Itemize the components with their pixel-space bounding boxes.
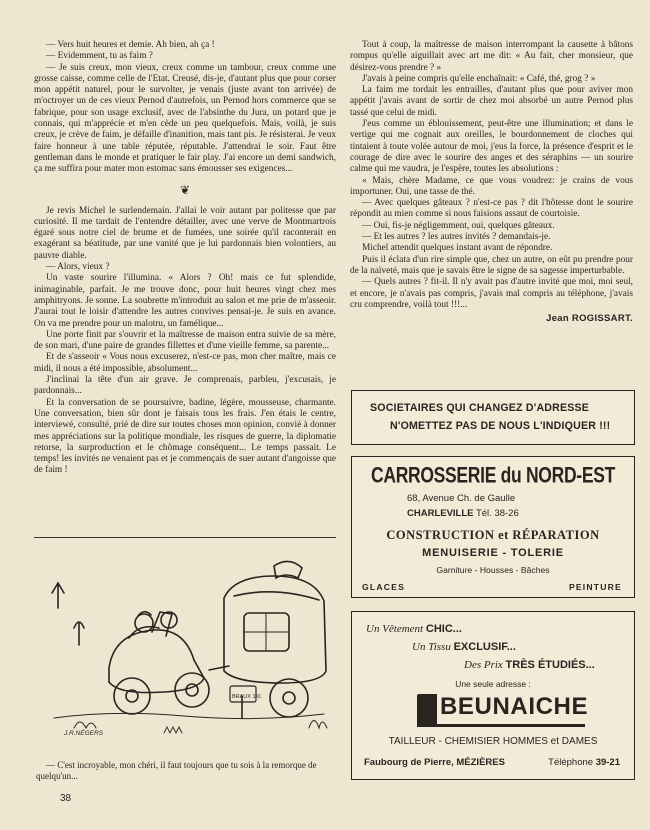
story-paragraph: Puis il éclata d'un rire simple que, chez un autre, on eût pu prendre pour de la naïveté, mais que je savais être le signe de sa sagesse imperturbable. xyxy=(350,254,633,276)
line3-bold: TRÈS ÉTUDIÉS... xyxy=(505,659,595,671)
beunaiche-logo-bar xyxy=(417,694,437,727)
signpost-text: BRAUX 1Kl. xyxy=(232,694,262,700)
carrosserie-title: CARROSSERIE du NORD-EST xyxy=(371,462,615,488)
beunaiche-underline xyxy=(417,724,585,727)
story-paragraph: J'inclinai la tête d'un air grave. Je comprenais, parbleu, j'excusais, je pardonnais... xyxy=(34,375,336,397)
story-part-two xyxy=(34,206,336,477)
story-paragraph: — Vers huit heures et demie. Ah bien, ah ça ! xyxy=(46,40,215,50)
carrosserie-items: Garniture - Housses - Bâches xyxy=(436,565,550,575)
story-paragraph: Et la conversation de se poursuivre, badine, légère, mousseuse, charmante. Une conversation, bien sûr dont je faisais tous les frais. J'en étais le centre, interviewé, consulté, prié de dire sur toutes choses mon opinion, convié à donner mes appréciations sur la politique mondiale, les risques de guerre, la diplomatie retorse, la surproduction et le chômage conséquent... Le temps passait. Le temps! les invités ne venaient pas et je commençais de suer autant d'angoisse que de faim ! xyxy=(34,397,336,476)
carrosserie-phone: Tél. 38-26 xyxy=(475,508,519,519)
line2-pre: Un Tissu xyxy=(412,641,451,653)
car-with-trailer-drawing xyxy=(34,538,336,760)
section-separator-ornament: ❦ xyxy=(179,182,191,197)
story-paragraph: Michel attendit quelques instant avant de répondre. xyxy=(362,243,553,254)
notice-line-1: SOCIETAIRES QUI CHANGEZ D'ADRESSE xyxy=(370,402,590,414)
beunaiche-single-address: Une seule adresse : xyxy=(455,679,531,689)
line3-pre: Des Prix xyxy=(464,659,503,671)
story-paragraph: — Quels autres ? fit-il. Il n'y avait pas d'autre invité que moi, moi seul, et encore, je n'avais pas compris, j'avais mal compris au téléphone, j'avais cru comprendre, voilà tout !!!... xyxy=(350,277,633,310)
story-paragraph: « Mais, chère Madame, ce que vous voudrez: je crains de vous importuner. Oui, une tasse de thé. xyxy=(350,175,633,197)
page-number: 38 xyxy=(60,793,72,804)
carrosserie-menuiserie: MENUISERIE - TOLERIE xyxy=(422,547,564,559)
left-text-column xyxy=(34,40,336,477)
beunaiche-line-2 xyxy=(412,641,516,653)
story-paragraph: J'avais à peine compris qu'elle enchaînait: « Café, thé, grog ? » xyxy=(362,73,596,84)
story-part-one xyxy=(34,40,336,176)
story-paragraph: — Oui, fis-je négligemment, oui, quelques gâteaux. xyxy=(362,220,555,231)
story-paragraph: — Alors, vieux ? xyxy=(46,262,110,273)
story-paragraph: — Et les autres ? les autres invités ? demandais-je. xyxy=(362,232,551,243)
cartoon-caption: — C'est incroyable, mon chéri, il faut toujours que tu sois à la remorque de quelqu'un... xyxy=(36,760,317,781)
carrosserie-city-line xyxy=(407,508,519,519)
line2-bold: EXCLUSIF... xyxy=(453,641,516,653)
line1-pre: Un Vêtement xyxy=(366,623,424,635)
carrosserie-city: CHARLEVILLE xyxy=(407,508,474,519)
beunaiche-advertisement xyxy=(351,611,635,780)
right-text-column xyxy=(350,40,633,324)
story-paragraph: — Je suis creux, mon vieux, creux comme un tambour, creux comme une grosse caisse, comme celle de l'Etat. Creusé, dis-je, d'autant plus que pour corser mon appétit naturel, pour le survolter, je venais (juste avant ton arrivée) de m'octroyer un de ces vieux Pernod d'autrefois, un Pernod hors commerce que se fabrique, pour son usage exclusif, avec de l'absinthe du Jura, un potard que je connais, qui m'apprécie et m'en cède un peu quelquefois. Mais, voilà, je suis creux, je crève de faim, je défaille d'inanition, mais tant pis. Je résisterai. Je veux faire honneur à une table réputée, réputable. J'attendrai le soir. Faut être gentleman dans le monde et pratiquer le fair play. J'ai encore un demi sandwich, ça me suffira pour mater mon estomac sans émousser ses exigences... xyxy=(34,62,336,175)
carrosserie-construction: CONSTRUCTION et RÉPARATION xyxy=(386,528,600,542)
story-paragraph: — Avec quelques gâteaux ? n'est-ce pas ? dit l'hôtesse dont le sourire répondit au mien comme si nous faisions assaut de courtoisie. xyxy=(350,198,633,220)
story-paragraph: La faim me tordait les entrailles, d'autant plus que pour aviver mon appétit j'avais avant de sortir de chez moi absorbé un autre Pernod plus tassé que celui de midi. xyxy=(350,85,633,118)
carrosserie-advertisement xyxy=(351,456,635,598)
carrosserie-glaces: GLACES xyxy=(362,582,406,592)
phone-number: 39-21 xyxy=(595,757,620,768)
beunaiche-trade: TAILLEUR - CHEMISIER HOMMES et DAMES xyxy=(388,736,598,747)
carrosserie-address: 68, Avenue Ch. de Gaulle xyxy=(407,493,516,504)
story-paragraph: Tout à coup, la maîtresse de maison interrompant la causette à bâtons rompus qu'elle aiguillait avec art me dit: « Au fait, cher monsieur, que désirez-vous prendre ? » xyxy=(350,40,633,73)
beunaiche-line-3 xyxy=(464,659,595,671)
notice-line-2: N'OMETTEZ PAS DE NOUS L'INDIQUER !!! xyxy=(390,420,611,432)
story-paragraph: — Evidemment, tu as faim ? xyxy=(46,51,153,62)
story-paragraph: Je revis Michel le surlendemain. J'allai le voir autant par politesse que par curiosité. Il me tardait de l'entendre détailler, avec une verve de Montmartrois égaré sous notre ciel de brume et de fumées, une soirée qu'il raconterait en exagérant sa béatitude, par une vanité que je lui pardonnais bien volontiers, au pauvre diable. xyxy=(34,205,336,261)
phone-label: Téléphone xyxy=(548,757,594,768)
line1-bold: CHIC... xyxy=(425,623,462,635)
carrosserie-peinture: PEINTURE xyxy=(568,582,622,592)
beunaiche-name: BEUNAICHE xyxy=(440,693,589,720)
story-paragraph: Un vaste sourire l'illumina. « Alors ? Oh! mais ce fut splendide, inimaginable, parfait. Je me trouve donc, pour huit heures vingt chez mes amphitryons. Je sonne. La soubrette m'introduit au salon et me prie de m'asseoir. J'aurai tout le loisir d'attendre les autres convives pensai-je. Je suis en avance. On va me prendre pour un malotru, un famélique... xyxy=(34,273,336,329)
author-signature: Jean ROGISSART. xyxy=(546,313,633,325)
beunaiche-phone-line xyxy=(548,757,620,768)
story-part-three xyxy=(350,40,633,311)
story-paragraph: J'eus comme un éblouissement, peut-être une illumination; et dans le vertige qui me cognait aux oreilles, le bourdonnement de cloches qui tintaient à toute volée autour de moi, j'eus la force, la présence d'esprit et le courage de dire avec le sourire des anges et des séraphins — un sourire calme qui me vaudra, je l'espère, toutes les absolutions : xyxy=(350,119,633,175)
story-paragraph: Une porte finit par s'ouvrir et la maîtresse de maison entra suivie de sa mère, de son mari, d'une paire de grandes fillettes et d'une vieille femme, sa parente... xyxy=(34,329,336,352)
beunaiche-address: Faubourg de Pierre, MÉZIÈRES xyxy=(364,757,505,768)
cartoon-illustration xyxy=(34,537,336,770)
cartoonist-signature: J.R.NÉGERS xyxy=(64,730,104,737)
address-change-notice xyxy=(351,390,635,445)
story-paragraph: Et de s'asseoir « Vous nous excuserez, n'est-ce pas, mon cher maître, mais ce midi, il nous a été impossible, absolument... xyxy=(34,352,336,374)
beunaiche-line-1 xyxy=(366,623,462,635)
